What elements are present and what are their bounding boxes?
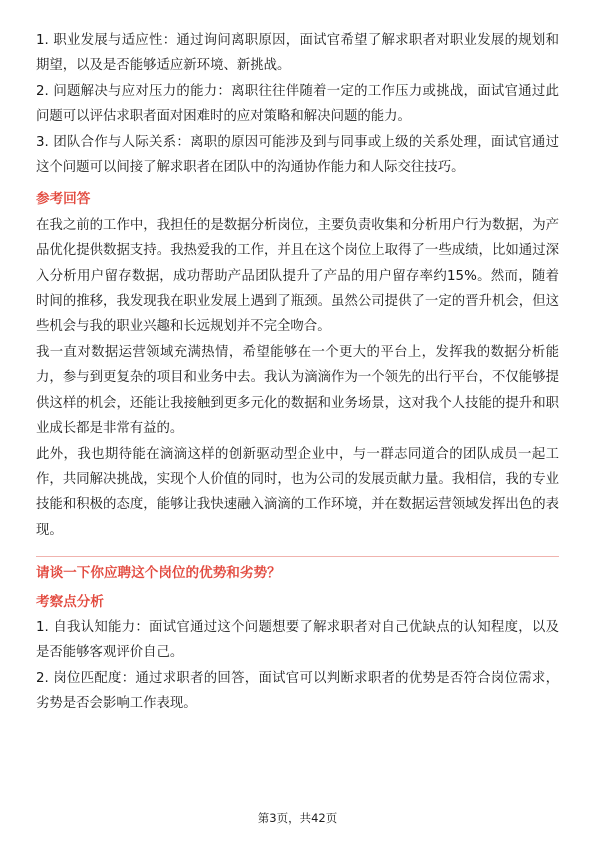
reference-answer-heading: 参考回答 bbox=[36, 191, 91, 208]
analysis-point-1: 1. 自我认知能力：面试官通过这个问题想要了解求职者对自己优缺点的认知程度，以及是否能够客观评价自己。 bbox=[36, 619, 559, 661]
document-page bbox=[36, 28, 559, 717]
page-footer: 第3页，共42页 bbox=[257, 811, 338, 825]
reference-answer-paragraph-2: 我一直对数据运营领域充满热情，希望能够在一个更大的平台上，发挥我的数据分析能力，参与到更复杂的项目和业务中去。我认为滴滴作为一个领先的出行平台，不仅能够提供这样的机会，还能让我接触到更多元化的数据和业务场景，这对我个人技能的提升和职业成长都是非常有益的。 bbox=[36, 344, 559, 437]
intro-point-2: 2. 问题解决与应对压力的能力：离职往往伴随着一定的工作压力或挑战，面试官通过此问题可以评估求职者面对困难时的应对策略和解决问题的能力。 bbox=[36, 83, 559, 125]
reference-answer-paragraph-1: 在我之前的工作中，我担任的是数据分析岗位，主要负责收集和分析用户行为数据，为产品优化提供数据支持。我热爱我的工作，并且在这个岗位上取得了一些成绩，比如通过深入分析用户留存数据，成功帮助产品团队提升了产品的用户留存率约15%。然而，随着时间的推移，我发现我在职业发展上遇到了瓶颈。虽然公司提供了一定的晋升机会，但这些机会与我的职业兴趣和长远规划并不完全吻合。 bbox=[36, 217, 559, 335]
question-title: 请谈一下你应聘这个岗位的优势和劣势？ bbox=[36, 565, 281, 582]
analysis-heading: 考察点分析 bbox=[36, 593, 104, 610]
analysis-point-2: 2. 岗位匹配度：通过求职者的回答，面试官可以判断求职者的优势是否符合岗位需求，劣势是否会影响工作表现。 bbox=[36, 670, 559, 712]
intro-point-3: 3. 团队合作与人际关系：离职的原因可能涉及到与同事或上级的关系处理，面试官通过这个问题可以间接了解求职者在团队中的沟通协作能力和人际交往技巧。 bbox=[36, 134, 559, 176]
reference-answer-paragraph-3: 此外，我也期待能在滴滴这样的创新驱动型企业中，与一群志同道合的团队成员一起工作，共同解决挑战，实现个人价值的同时，也为公司的发展贡献力量。我相信，我的专业技能和积极的态度，能够让我快速融入滴滴的工作环境，并在数据运营领域发挥出色的表现。 bbox=[36, 446, 559, 538]
intro-point-1: 1. 职业发展与适应性：通过询问离职原因，面试官希望了解求职者对职业发展的规划和期望，以及是否能够适应新环境、新挑战。 bbox=[36, 33, 559, 74]
section-divider bbox=[36, 556, 559, 557]
